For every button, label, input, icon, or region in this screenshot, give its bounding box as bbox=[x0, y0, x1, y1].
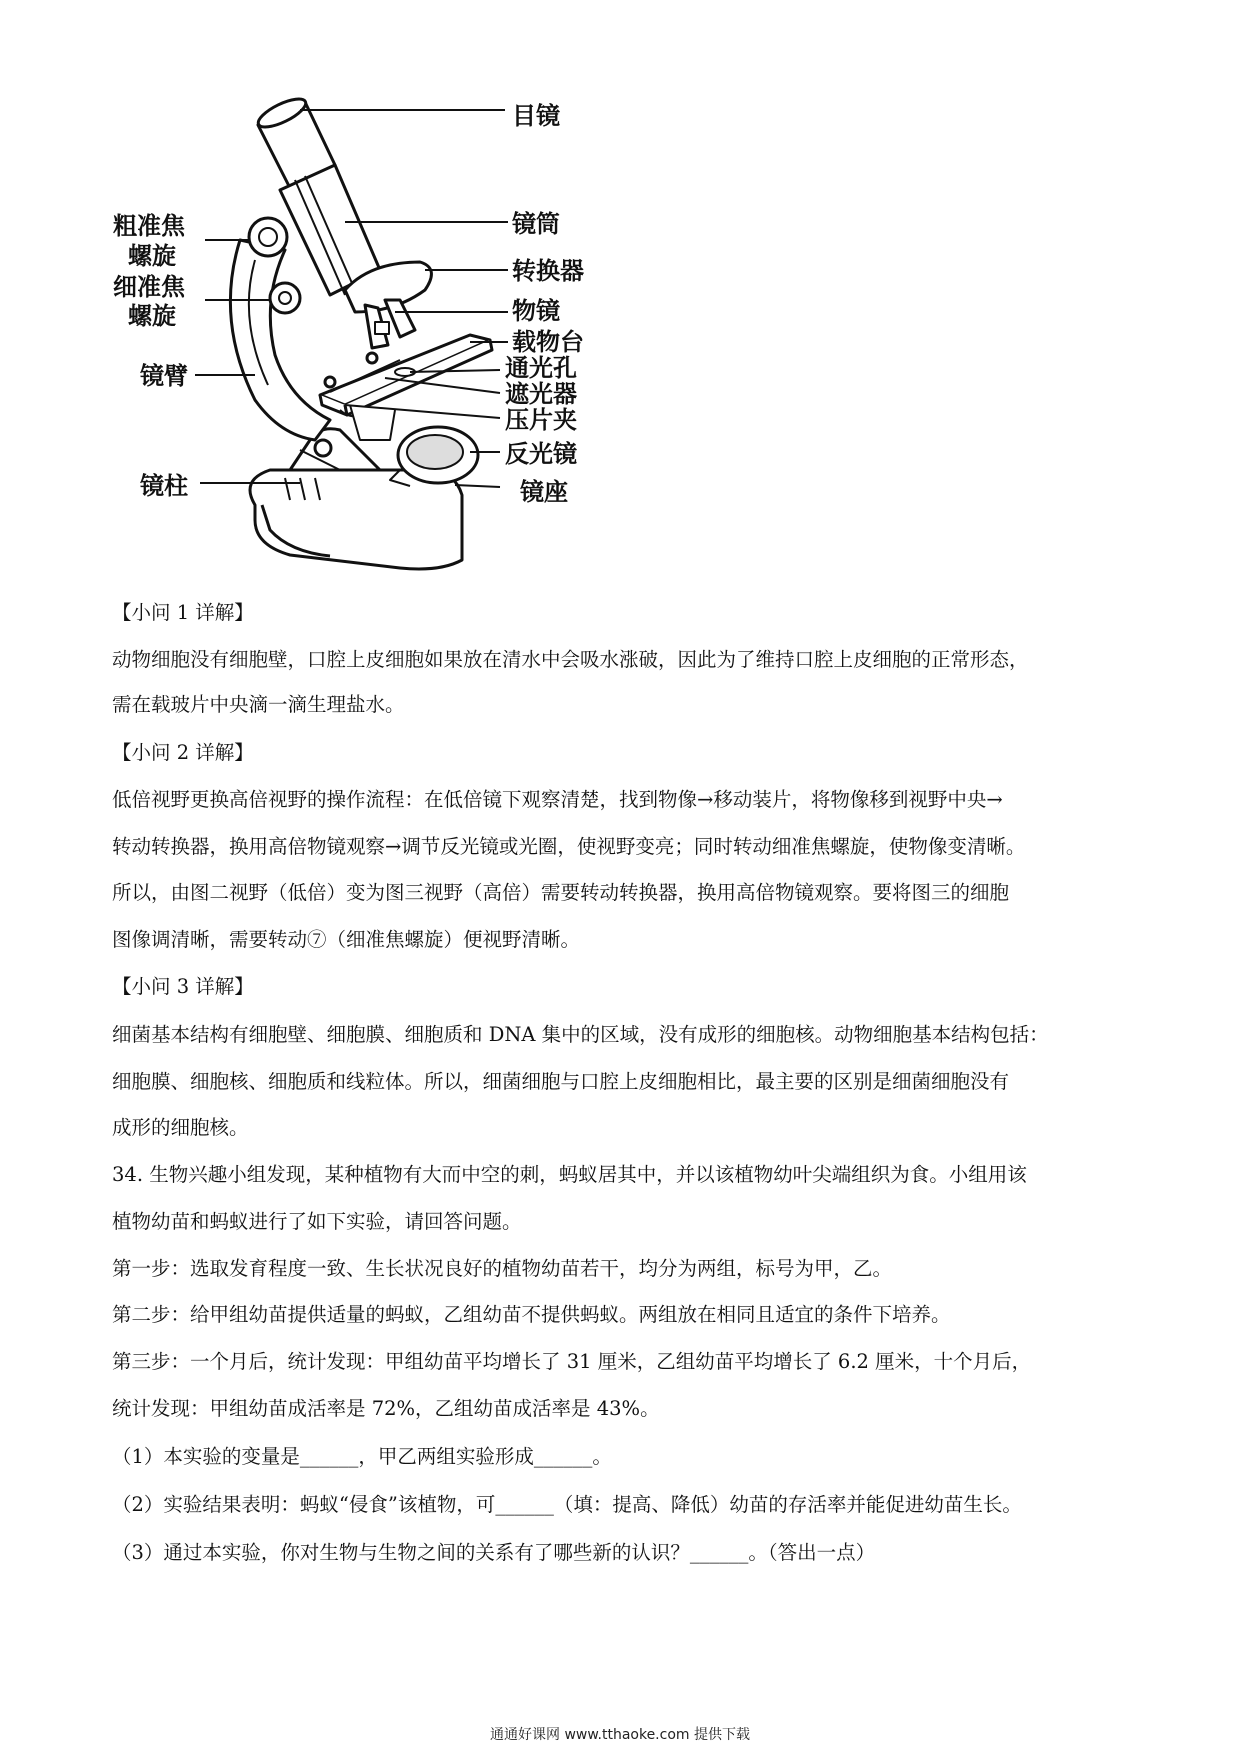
label-tube: 镜筒 bbox=[512, 210, 560, 238]
label-arm: 镜臂 bbox=[140, 362, 188, 390]
q3-line-3: 成形的细胞核。 bbox=[112, 1116, 249, 1139]
label-eyepiece: 目镜 bbox=[512, 102, 560, 130]
label-coarse-focus-1: 粗准焦 bbox=[113, 212, 185, 240]
q2-line-1: 低倍视野更换高倍视野的操作流程：在低倍镜下观察清楚，找到物像→移动装片，将物像移到视野中央→ bbox=[112, 788, 1003, 811]
q1-line-1: 动物细胞没有细胞壁，口腔上皮细胞如果放在清水中会吸水涨破，因此为了维持口腔上皮细胞的正常形态， bbox=[112, 648, 1029, 671]
q3-line-1: 细菌基本结构有细胞壁、细胞膜、细胞质和 DNA 集中的区域，没有成形的细胞核。动物细胞基本结构包括： bbox=[112, 1023, 1049, 1046]
q34-step-3-line-2: 统计发现：甲组幼苗成活率是 72%，乙组幼苗成活率是 43%。 bbox=[112, 1397, 660, 1420]
label-objective: 物镜 bbox=[512, 297, 560, 325]
q34-step-1: 第一步：选取发育程度一致、生长状况良好的植物幼苗若干，均分为两组，标号为甲，乙。 bbox=[112, 1257, 893, 1280]
q34-question-1: （1）本实验的变量是______，甲乙两组实验形成______。 bbox=[112, 1445, 612, 1468]
q34-intro-line-2: 植物幼苗和蚂蚁进行了如下实验，请回答问题。 bbox=[112, 1210, 522, 1233]
label-converter: 转换器 bbox=[512, 257, 584, 285]
label-light-hole: 通光孔 bbox=[505, 354, 577, 382]
microscope-drawing bbox=[230, 94, 492, 569]
q1-line-2: 需在载玻片中央滴一滴生理盐水。 bbox=[112, 693, 405, 716]
label-mirror: 反光镜 bbox=[505, 440, 577, 468]
q2-line-4: 图像调清晰，需要转动⑦（细准焦螺旋）便视野清晰。 bbox=[112, 928, 581, 951]
page-footer: 通通好课网 www.tthaoke.com 提供下载 bbox=[490, 1727, 750, 1743]
label-clip: 压片夹 bbox=[505, 406, 577, 434]
q34-step-2: 第二步：给甲组幼苗提供适量的蚂蚁，乙组幼苗不提供蚂蚁。两组放在相同且适宜的条件下培养。 bbox=[112, 1303, 951, 1326]
q34-question-3: （3）通过本实验，你对生物与生物之间的关系有了哪些新的认识？______。（答出一点） bbox=[112, 1541, 876, 1564]
microscope-diagram bbox=[0, 0, 1240, 580]
label-coarse-focus-2: 螺旋 bbox=[128, 242, 176, 270]
q2-line-3: 所以，由图二视野（低倍）变为图三视野（高倍）需要转动转换器，换用高倍物镜观察。要将图三的细胞 bbox=[112, 881, 1010, 904]
q1-heading: 【小问 1 详解】 bbox=[112, 601, 254, 624]
label-base: 镜座 bbox=[520, 478, 568, 506]
label-fine-focus-1: 细准焦 bbox=[113, 273, 185, 301]
q3-line-2: 细胞膜、细胞核、细胞质和线粒体。所以，细菌细胞与口腔上皮细胞相比，最主要的区别是细菌细胞没有 bbox=[112, 1070, 1010, 1093]
q2-line-2: 转动转换器，换用高倍物镜观察→调节反光镜或光圈，使视野变亮；同时转动细准焦螺旋，使物像变清晰。 bbox=[112, 835, 1026, 858]
q2-heading: 【小问 2 详解】 bbox=[112, 741, 254, 764]
label-pillar: 镜柱 bbox=[140, 472, 188, 500]
label-diaphragm: 遮光器 bbox=[505, 380, 577, 408]
q34-step-3-line-1: 第三步：一个月后，统计发现：甲组幼苗平均增长了 31 厘米，乙组幼苗平均增长了 6.2 厘米，十个月后， bbox=[112, 1350, 1032, 1373]
label-stage: 载物台 bbox=[512, 328, 584, 356]
q34-intro-line-1: 34. 生物兴趣小组发现，某种植物有大而中空的刺，蚂蚁居其中，并以该植物幼叶尖端组织为食。小组用该 bbox=[112, 1163, 1027, 1186]
label-fine-focus-2: 螺旋 bbox=[128, 302, 176, 330]
q34-question-2: （2）实验结果表明：蚂蚁“侵食”该植物，可______（填：提高、降低）幼苗的存活率并能促进幼苗生长。 bbox=[112, 1493, 1022, 1516]
q3-heading: 【小问 3 详解】 bbox=[112, 975, 254, 998]
